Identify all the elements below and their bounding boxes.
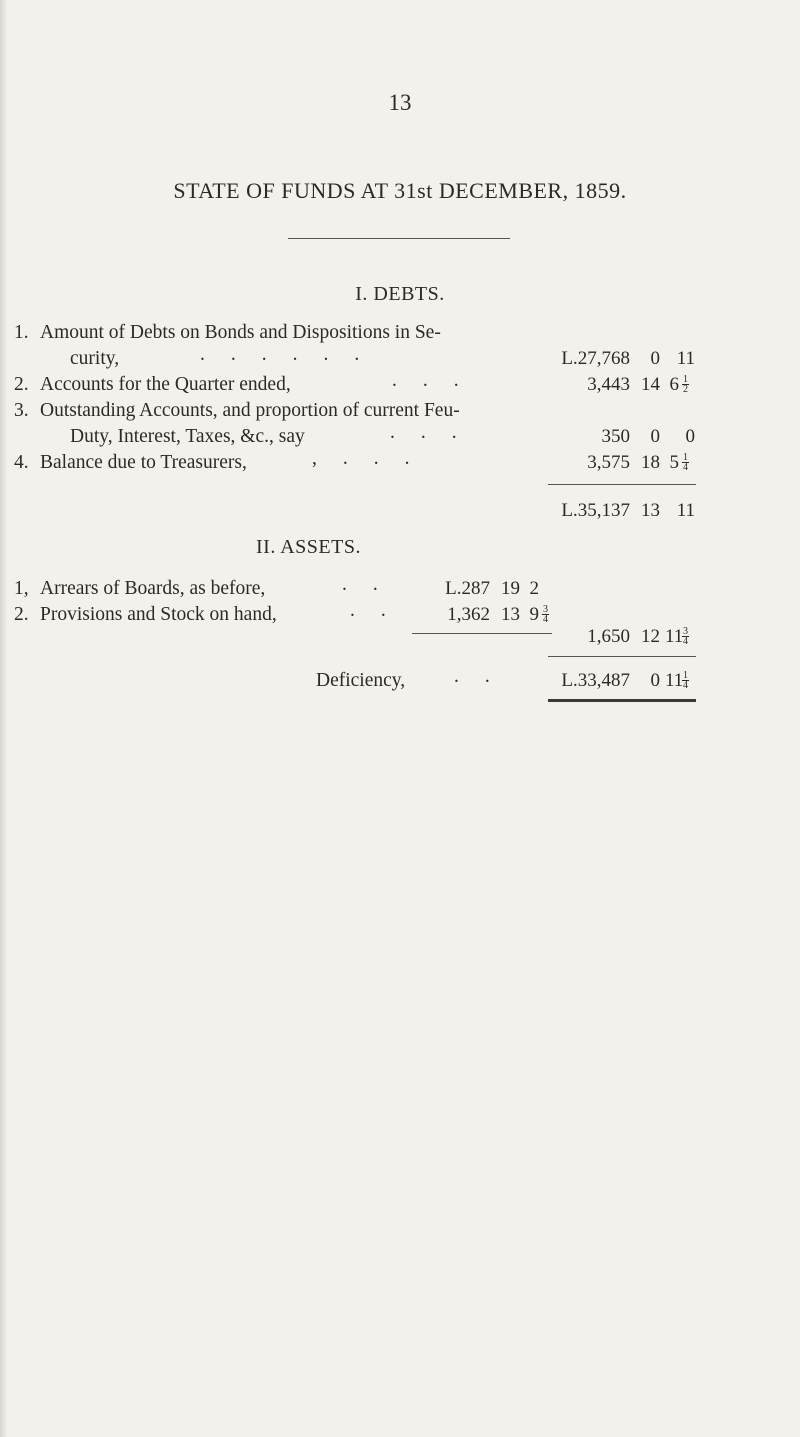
leader-dots: ..: [350, 600, 412, 621]
page-title: STATE OF FUNDS AT 31st DECEMBER, 1859.: [173, 178, 627, 203]
debt-item-3-pence: 0: [685, 426, 695, 447]
debt-item-2-shillings: 14: [641, 374, 660, 395]
debt-item-2-pounds: 3,443: [587, 374, 630, 395]
debts-heading: I. DEBTS.: [355, 283, 445, 305]
deficiency-label: Deficiency,: [316, 670, 406, 691]
leader-dots: ......: [200, 344, 386, 365]
leader-dots: ...: [392, 370, 485, 391]
debt-item-4-pence: 5: [669, 452, 679, 473]
assets-total-pence: 11: [665, 626, 684, 647]
final-double-rule: [548, 699, 696, 702]
debt-item-3-text-cont: Duty, Interest, Taxes, &c., say: [70, 426, 305, 447]
debt-item-4-pounds: 3,575: [587, 452, 630, 473]
deficiency-pence: 11: [665, 670, 684, 691]
asset-item-2-pounds: 1,362: [447, 604, 490, 625]
debt-item-2-text: Accounts for the Quarter ended,: [40, 374, 291, 395]
debt-item-4-shillings: 18: [641, 452, 660, 473]
asset-item-1-shillings: 19: [501, 578, 520, 599]
assets-total-fraction: $\frac{3}{4}$: [683, 626, 688, 647]
assets-heading: II. ASSETS.: [256, 536, 361, 558]
debt-item-4-fraction: $\frac{1}{4}$: [683, 452, 688, 473]
page-edge-shadow: [0, 0, 6, 1437]
debt-item-3-pounds: 350: [601, 426, 630, 447]
debts-total-shillings: 13: [641, 500, 660, 521]
debts-total-rule: [548, 484, 696, 485]
deficiency-shillings: 0: [650, 670, 660, 691]
asset-item-2-shillings: 13: [501, 604, 520, 625]
asset-item-1-text: Arrears of Boards, as before,: [40, 578, 266, 599]
deficiency-pounds: L.33,487: [561, 670, 630, 691]
asset-item-1-pounds: L.287: [445, 578, 490, 599]
debt-item-1-shillings: 0: [650, 348, 660, 369]
debts-total-pounds: L.35,137: [561, 500, 630, 521]
asset-item-2-text: Provisions and Stock on hand,: [40, 604, 277, 625]
asset-item-1-number: 1,: [14, 578, 29, 599]
assets-subtotal-rule: [412, 633, 552, 634]
debt-item-1-pounds: L.27,768: [561, 348, 630, 369]
debt-item-3-text: Outstanding Accounts, and proportion of current Feu-: [40, 400, 460, 421]
debt-item-3-number: 3.: [14, 400, 29, 421]
leader-dots: ..: [342, 574, 404, 595]
asset-item-2-pence: 9: [529, 604, 539, 625]
deficiency-rule: [548, 656, 696, 657]
debt-item-2-pence: 6: [669, 374, 679, 395]
assets-total-shillings: 12: [641, 626, 660, 647]
page-number: 13: [388, 90, 412, 115]
debt-item-1-pence: 11: [676, 348, 695, 369]
leader-dots: ..: [454, 666, 516, 687]
debt-item-1-number: 1.: [14, 322, 29, 343]
title-divider: [288, 238, 510, 239]
debt-item-2-fraction: $\frac{1}{2}$: [683, 374, 688, 395]
asset-item-1-pence: 2: [529, 578, 539, 599]
leader-dots: ,...: [312, 448, 436, 469]
deficiency-fraction: $\frac{1}{4}$: [683, 670, 688, 691]
asset-item-2-fraction: $\frac{3}{4}$: [543, 604, 548, 625]
debt-item-1-text-cont: curity,: [70, 348, 120, 369]
assets-total-pounds: 1,650: [587, 626, 630, 647]
debt-item-2-number: 2.: [14, 374, 29, 395]
debt-item-3-shillings: 0: [650, 426, 660, 447]
debts-total-pence: 11: [676, 500, 695, 521]
asset-item-2-number: 2.: [14, 604, 29, 625]
debt-item-1-text: Amount of Debts on Bonds and Dispositions in Se-: [40, 322, 441, 343]
debt-item-4-number: 4.: [14, 452, 29, 473]
debt-item-4-text: Balance due to Treasurers,: [40, 452, 247, 473]
leader-dots: ...: [390, 422, 483, 443]
